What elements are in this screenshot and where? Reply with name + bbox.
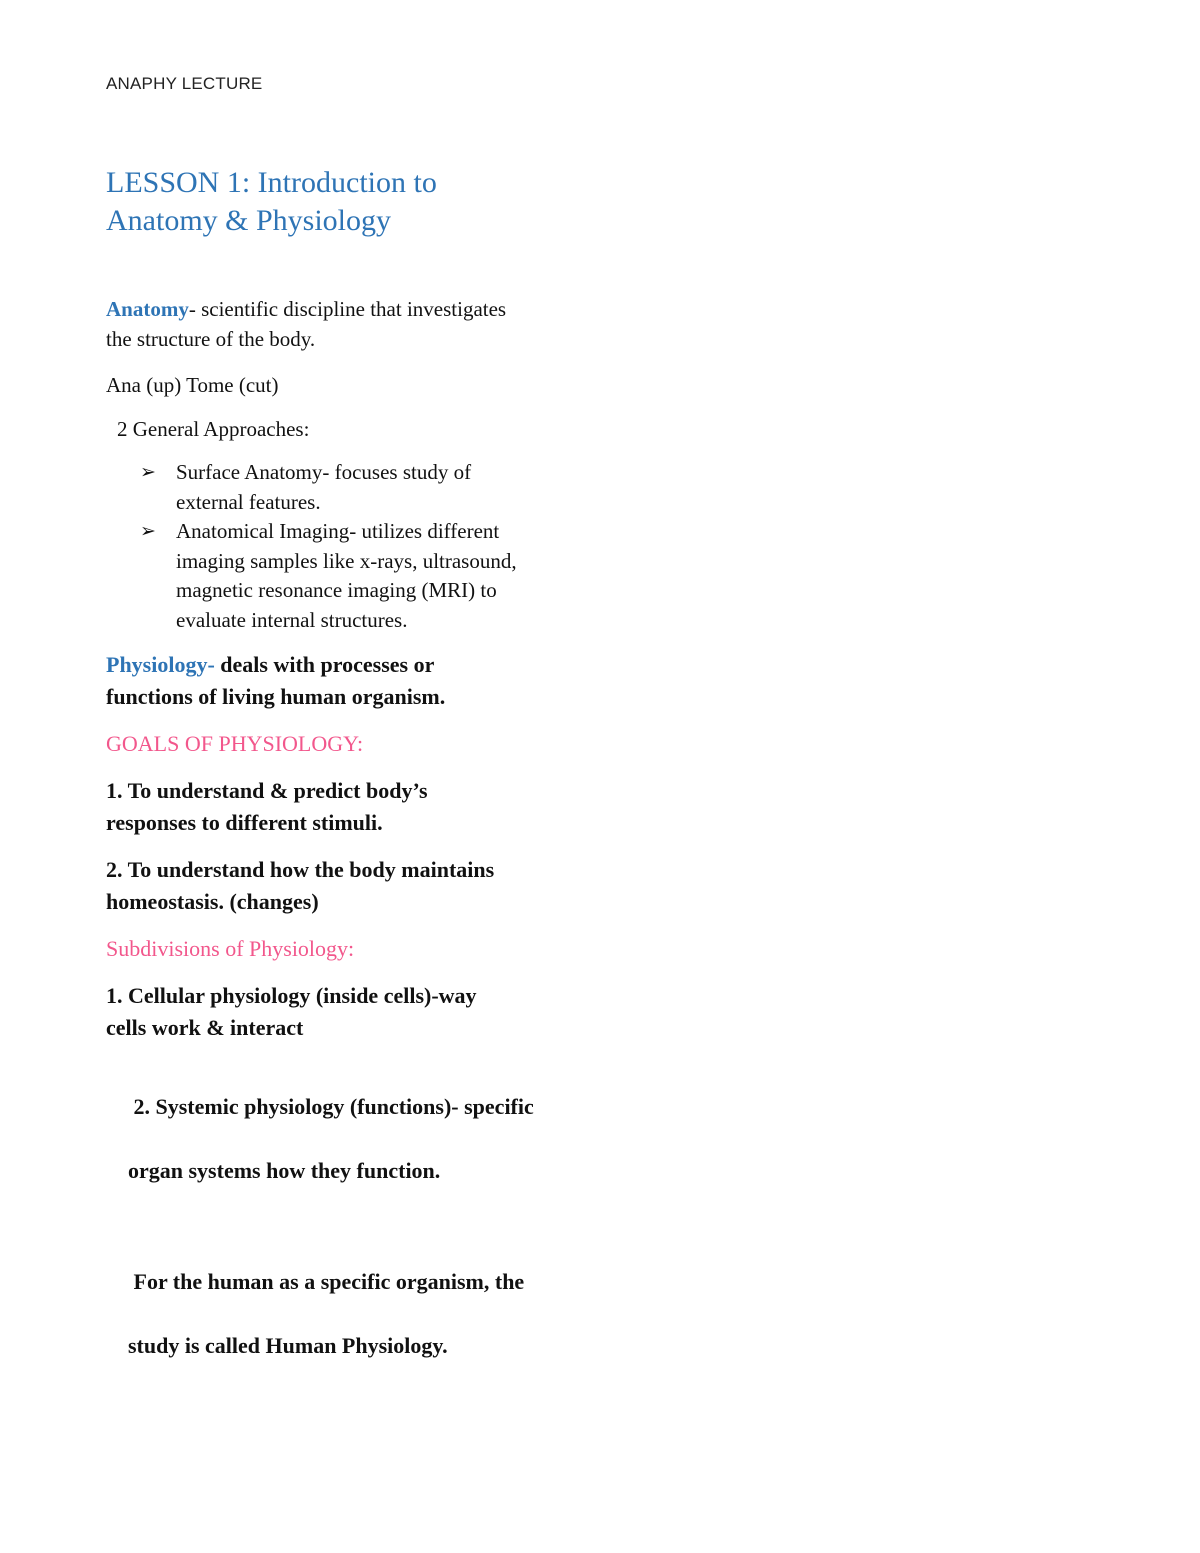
- anatomy-definition-line1: - scientific discipline that investigates: [188, 297, 507, 321]
- lesson-title-line2: Anatomy & Physiology: [106, 204, 392, 237]
- physiology-term: Physiology-: [106, 652, 215, 677]
- goals-heading: GOALS OF PHYSIOLOGY:: [106, 731, 364, 756]
- subdivision-item-1: 1. Cellular physiology (inside cells)-way cells work & interact: [106, 983, 477, 1040]
- document-body: [106, 164, 576, 1409]
- anatomy-definition: [106, 294, 576, 354]
- arrowhead-bullet-icon: ➢: [140, 520, 156, 542]
- lesson-title: [106, 164, 576, 240]
- page-header: ANAPHY LECTURE: [106, 74, 263, 93]
- physiology-definition-line2: functions of living human organism.: [106, 684, 446, 709]
- anatomy-etymology: Ana (up) Tome (cut): [106, 373, 279, 397]
- anatomy-definition-line2: the structure of the body.: [106, 327, 316, 351]
- physiology-definition: [106, 649, 576, 713]
- anatomy-term: Anatomy: [106, 297, 189, 321]
- closing-paragraph: For the human as a specific organism, the study is called Human Physiology.: [128, 1269, 525, 1358]
- goal-item-2: 2. To understand how the body maintains homeostasis. (changes): [106, 857, 495, 914]
- list-item: ➢ Anatomical Imaging- utilizes different imaging samples like x-rays, ultrasound, magnetic resonance imaging (MRI) to evaluate internal structures.: [140, 519, 517, 632]
- subdivisions-heading: Subdivisions of Physiology:: [106, 936, 355, 961]
- list-item: ➢ Surface Anatomy- focuses study of external features.: [140, 460, 472, 514]
- physiology-definition-line1: deals with processes or: [214, 652, 435, 677]
- goal-item-1: 1. To understand & predict body’s responses to different stimuli.: [106, 778, 428, 835]
- lesson-title-line1: LESSON 1: Introduction to: [106, 166, 437, 199]
- arrowhead-bullet-icon: ➢: [140, 461, 156, 483]
- subdivision-item-2: 2. Systemic physiology (functions)- specific organ systems how they function.: [128, 1094, 534, 1183]
- approaches-list: [106, 458, 576, 635]
- approaches-heading: 2 General Approaches:: [117, 417, 310, 441]
